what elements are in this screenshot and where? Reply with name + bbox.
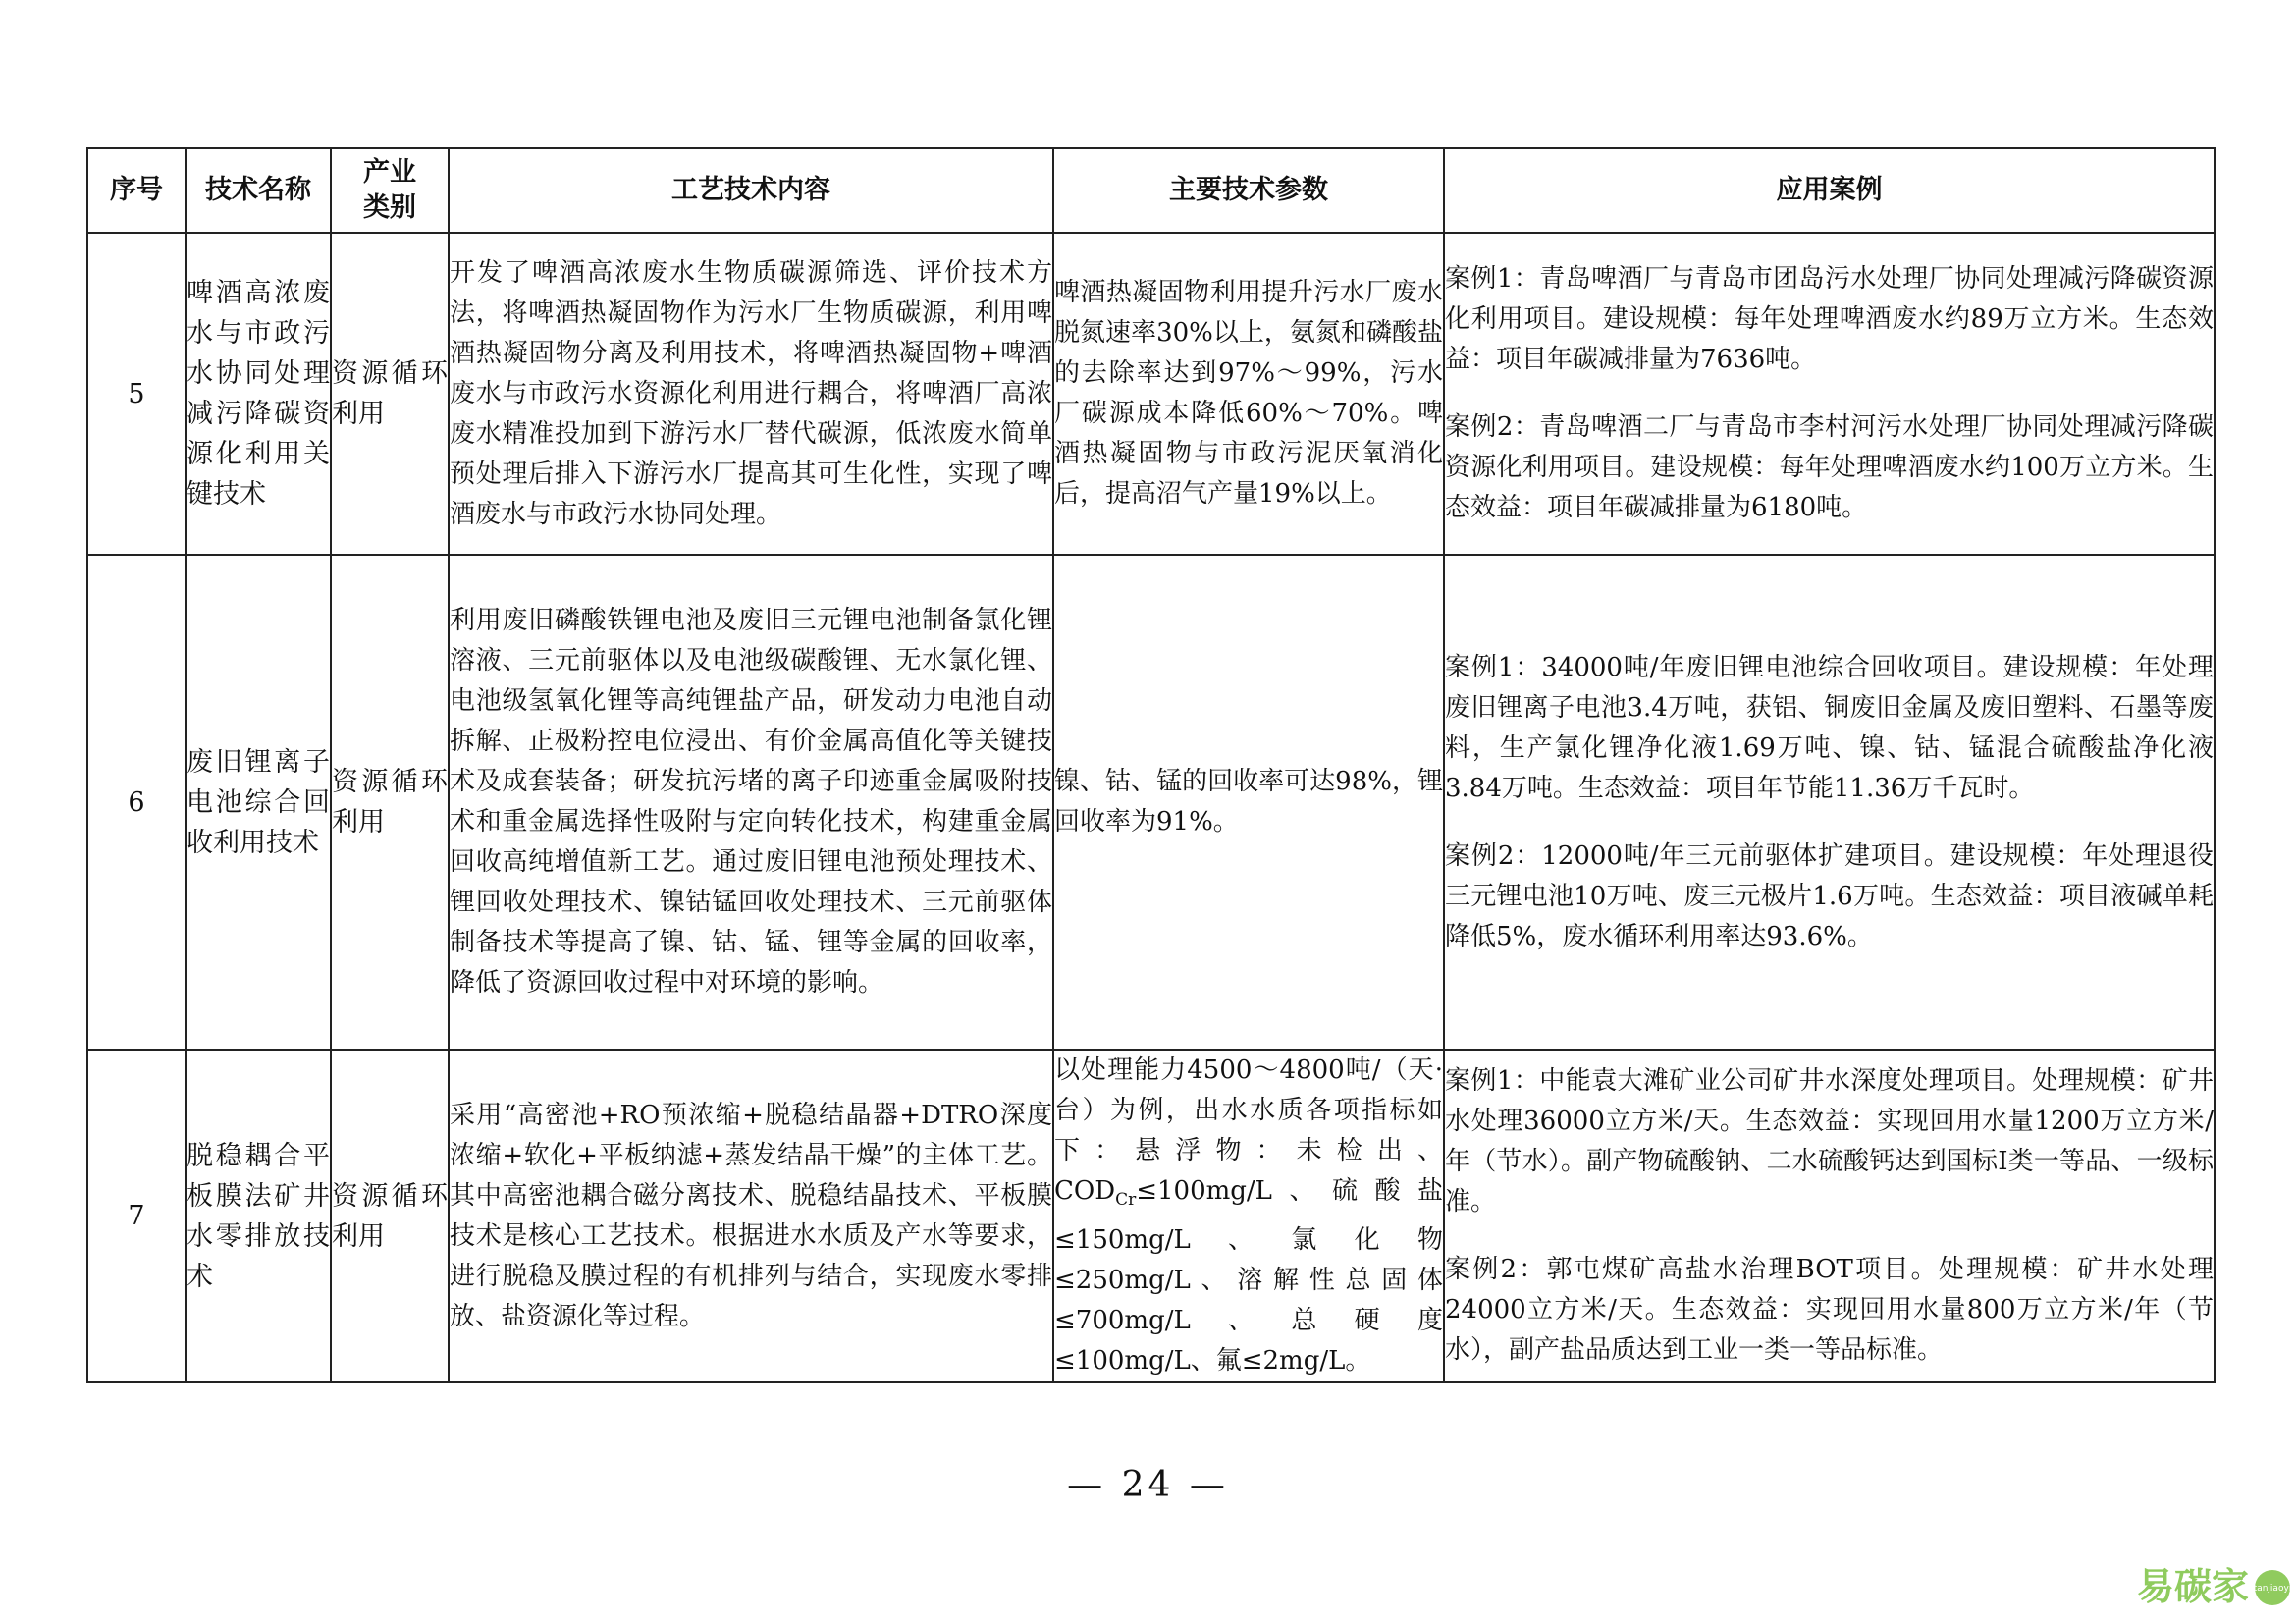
header-params: 主要技术参数	[1053, 148, 1444, 233]
header-no: 序号	[87, 148, 186, 233]
table-row	[87, 1050, 2215, 1382]
page-number: — 24 —	[1067, 1465, 1229, 1505]
row-params	[1053, 1050, 1444, 1382]
header-cases: 应用案例	[1444, 148, 2215, 233]
technology-table	[86, 147, 2216, 1383]
watermark-logo	[2135, 1558, 2292, 1613]
row-params: 啤酒热凝固物利用提升污水厂废水脱氮速率30%以上，氨氮和磷酸盐的去除率达到97%～99%，污水厂碳源成本降低60%～70%。啤酒热凝固物与市政污泥厌氧消化后，提高沼气产量19%以上。	[1053, 233, 1444, 555]
row-category: 资源循环利用	[331, 233, 449, 555]
header-process: 工艺技术内容	[449, 148, 1053, 233]
row-params: 镍、钴、锰的回收率可达98%，锂回收率为91%。	[1053, 555, 1444, 1050]
row-process: 采用“高密池+RO预浓缩+脱稳结晶器+DTRO深度浓缩+软化+平板纳滤+蒸发结晶干燥”的主体工艺。其中高密池耦合磁分离技术、脱稳结晶技术、平板膜技术是核心工艺技术。根据进水水质及产水等要求，进行脱稳及膜过程的有机排列与结合，实现废水零排放、盐资源化等过程。	[449, 1050, 1053, 1382]
row-no: 6	[87, 555, 186, 1050]
header-category	[331, 148, 449, 233]
case-item: 案例1：34000吨/年废旧锂电池综合回收项目。建设规模：年处理废旧锂离子电池3.4万吨，获铝、铜废旧金属及废旧塑料、石墨等废料，生产氯化锂净化液1.69万吨、镍、钴、锰混合硫酸盐净化液3.84万吨。生态效益：项目年节能11.36万千瓦时。	[1445, 652, 2214, 803]
row-tech-name: 啤酒高浓废水与市政污水协同处理减污降碳资源化利用关键技术	[186, 233, 331, 555]
header-name-text: 技术名称	[205, 175, 311, 205]
row-category: 资源循环利用	[331, 1050, 449, 1382]
row-cases	[1444, 1050, 2215, 1382]
params-subscript: Cr	[1115, 1190, 1137, 1211]
case-item: 案例2：郭屯煤矿高盐水治理BOT项目。处理规模：矿井水处理24000立方米/天。生态效益：实现回用水量800万立方米/年（节水），副产盐品质达到工业一类一等品标准。	[1445, 1255, 2214, 1366]
params-text-post: ≤100mg/L、硫酸盐≤150mg/L、氯化物≤250mg/L、溶解性总固体≤700mg/L、总硬度≤100mg/L、氟≤2mg/L。	[1054, 1176, 1443, 1377]
watermark-logo-text: 易碳家	[2137, 1565, 2250, 1608]
header-category-text: 产业类别	[362, 157, 416, 223]
watermark-domain-text: tanjiaoyi	[2253, 1584, 2292, 1594]
case-item: 案例1：青岛啤酒厂与青岛市团岛污水处理厂协同处理减污降碳资源化利用项目。建设规模：每年处理啤酒废水约89万立方米。生态效益：项目年碳减排量为7636吨。	[1445, 264, 2214, 374]
header-name	[186, 148, 331, 233]
row-process: 利用废旧磷酸铁锂电池及废旧三元锂电池制备氯化锂溶液、三元前驱体以及电池级碳酸锂、无水氯化锂、电池级氢氧化锂等高纯锂盐产品，研发动力电池自动拆解、正极粉控电位浸出、有价金属高值化等关键技术及成套装备；研发抗污堵的离子印迹重金属吸附技术和重金属选择性吸附与定向转化技术，构建重金属回收高纯增值新工艺。通过废旧锂电池预处理技术、锂回收处理技术、镍钴锰回收处理技术、三元前驱体制备技术等提高了镍、钴、锰、锂等金属的回收率，降低了资源回收过程中对环境的影响。	[449, 555, 1053, 1050]
table-header-row	[87, 148, 2215, 233]
row-process: 开发了啤酒高浓废水生物质碳源筛选、评价技术方法，将啤酒热凝固物作为污水厂生物质碳源，利用啤酒热凝固物分离及利用技术，将啤酒热凝固物+啤酒废水与市政污水资源化利用进行耦合，将啤酒厂高浓废水精准投加到下游污水厂替代碳源，低浓废水简单预处理后排入下游污水厂提高其可生化性，实现了啤酒废水与市政污水协同处理。	[449, 233, 1053, 555]
row-no: 5	[87, 233, 186, 555]
case-item: 案例2：12000吨/年三元前驱体扩建项目。建设规模：年处理退役三元锂电池10万吨、废三元极片1.6万吨。生态效益：项目液碱单耗降低5%，废水循环利用率达93.6%。	[1445, 840, 2214, 951]
table-row	[87, 555, 2215, 1050]
row-category: 资源循环利用	[331, 555, 449, 1050]
row-tech-name: 废旧锂离子电池综合回收利用技术	[186, 555, 331, 1050]
row-cases	[1444, 555, 2215, 1050]
row-no: 7	[87, 1050, 186, 1382]
case-item: 案例1：中能袁大滩矿业公司矿井水深度处理项目。处理规模：矿井水处理36000立方米/天。生态效益：实现回用水量1200万立方米/年（节水）。副产物硫酸钠、二水硫酸钙达到国标I类一等品、一级标准。	[1445, 1066, 2214, 1217]
row-cases	[1444, 233, 2215, 555]
params-text-pre: 以处理能力4500～4800吨/（天·台）为例，出水水质各项指标如下：悬浮物：未检出、COD	[1054, 1055, 1443, 1206]
row-tech-name: 脱稳耦合平板膜法矿井水零排放技术	[186, 1050, 331, 1382]
case-item: 案例2：青岛啤酒二厂与青岛市李村河污水处理厂协同处理减污降碳资源化利用项目。建设规模：每年处理啤酒废水约100万立方米。生态效益：项目年碳减排量为6180吨。	[1445, 412, 2214, 522]
table-row	[87, 233, 2215, 555]
